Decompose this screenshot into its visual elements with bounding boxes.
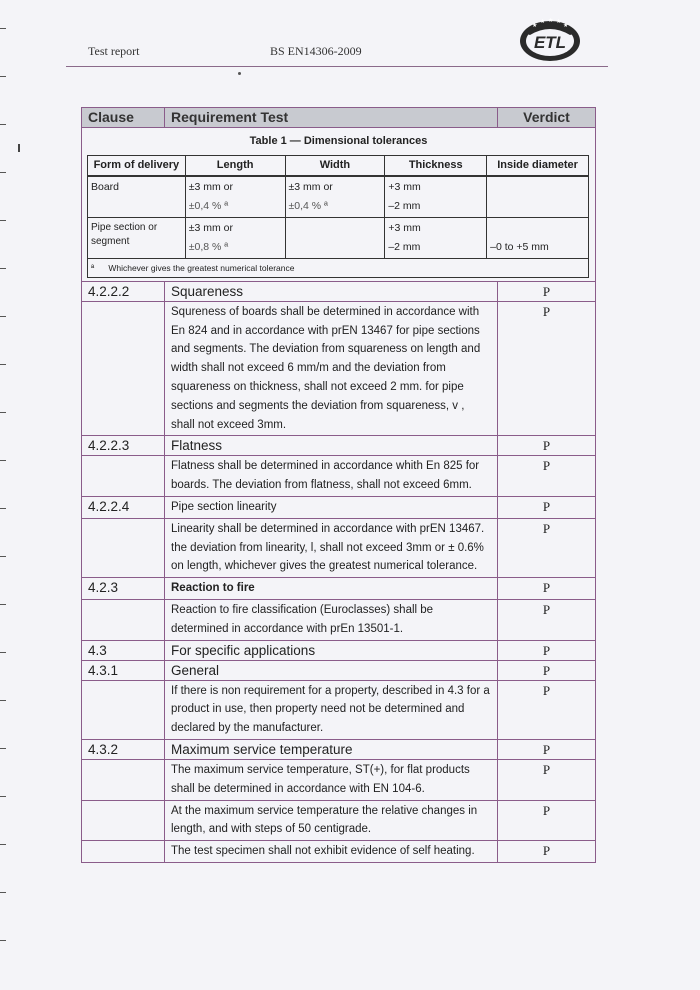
- table-row: [82, 456, 596, 497]
- table-row: [82, 841, 596, 863]
- tolerance-header-row: [88, 155, 589, 176]
- clause-cell: [82, 759, 165, 800]
- svg-text:★: ★: [532, 23, 538, 29]
- header-rule: [66, 66, 608, 67]
- logo-text: ETL: [533, 33, 567, 52]
- board-form: Board: [88, 176, 186, 218]
- table-row: [82, 640, 596, 660]
- table-row: [82, 680, 596, 739]
- clause-cell: [82, 680, 165, 739]
- table-header-row: [82, 108, 596, 128]
- requirement-title: For specific applications: [165, 640, 498, 660]
- col-thickness: Thickness: [385, 155, 487, 176]
- verdict-cell: P: [498, 578, 596, 600]
- requirement-title: General: [165, 660, 498, 680]
- pipe-width: [285, 217, 385, 258]
- table-row: [82, 496, 596, 518]
- requirement-text: Flatness shall be determined in accordance whith En 825 for boards. The deviation from flatness, shall not exceed 6mm.: [165, 456, 498, 497]
- requirement-title: Maximum service temperature: [165, 739, 498, 759]
- table-row: [82, 281, 596, 301]
- verdict-cell: P: [498, 640, 596, 660]
- requirement-title: Squareness: [165, 281, 498, 301]
- verdict-cell: P: [498, 660, 596, 680]
- requirement-title: Pipe section linearity: [165, 496, 498, 518]
- verdict-cell: P: [498, 680, 596, 739]
- tolerance-table: [87, 155, 589, 278]
- clause-cell: 4.3.1: [82, 660, 165, 680]
- clause-cell: 4.2.2.3: [82, 436, 165, 456]
- pipe-length-2: ±0,8 % ª: [188, 240, 229, 253]
- verdict-cell: P: [498, 301, 596, 436]
- requirements-table: [81, 107, 596, 863]
- board-length-2: ±0,4 % ª: [188, 199, 229, 212]
- margin-mark: [18, 144, 20, 152]
- clause-cell: [82, 301, 165, 436]
- clause-cell: [82, 456, 165, 497]
- pipe-thickness-2: –2 mm: [388, 240, 421, 253]
- clause-cell: [82, 841, 165, 863]
- pipe-inside: –0 to +5 mm: [487, 217, 589, 258]
- requirement-text: If there is non requirement for a property, described in 4.3 for a product in use, then property need not be determined and declared by the manufacturer.: [165, 680, 498, 739]
- board-width-2: ±0,4 % ª: [288, 199, 328, 212]
- col-length: Length: [185, 155, 285, 176]
- clause-cell: [82, 518, 165, 577]
- table-row: [82, 578, 596, 600]
- table-row: [82, 660, 596, 680]
- requirement-title: Flatness: [165, 436, 498, 456]
- table-row: [82, 599, 596, 640]
- verdict-cell: P: [498, 281, 596, 301]
- verdict-cell: P: [498, 518, 596, 577]
- board-thickness-2: –2 mm: [388, 199, 421, 212]
- requirement-text: The test specimen shall not exhibit evidence of self heating.: [165, 841, 498, 863]
- table1-title: Table 1 — Dimensional tolerances: [249, 135, 428, 147]
- clause-cell: 4.2.2.4: [82, 496, 165, 518]
- clause-cell: [82, 599, 165, 640]
- footnote-row: [88, 258, 589, 277]
- speck: [238, 72, 241, 75]
- requirement-text: At the maximum service temperature the relative changes in length, and with steps of 50 centigrade.: [165, 800, 498, 841]
- requirement-title: Reaction to fire: [165, 578, 498, 600]
- clause-header: Clause: [82, 108, 165, 128]
- board-row: [88, 176, 589, 218]
- svg-text:★: ★: [548, 18, 554, 24]
- col-form: Form of delivery: [88, 155, 186, 176]
- footnote-marker: ª: [91, 262, 95, 273]
- requirement-text: Linearity shall be determined in accordance with prEN 13467. the deviation from linearity, l, shall not exceed 3mm or ± 0.6% on length, whichever gives the greatest numerical tolerance.: [165, 518, 498, 577]
- header-label: Test report: [88, 44, 140, 58]
- table-row: [82, 759, 596, 800]
- requirement-text: Squreness of boards shall be determined in accordance with En 824 and in accordance with prEN 13467 for pipe sections and segments. The deviation from squareness on length and width shall not exceed 6 mm/m and the deviation from squareness on thickness, shall not exceed 2 mm. for pipe sections and segments the deviation from squareness, v , shall not exceed 3mm.: [165, 301, 498, 436]
- verdict-cell: P: [498, 599, 596, 640]
- requirement-text: The maximum service temperature, ST(+), for flat products shall be determined in accordance with EN 104-6.: [165, 759, 498, 800]
- etl-logo: [518, 13, 582, 63]
- verdict-cell: P: [498, 800, 596, 841]
- table-row: [82, 436, 596, 456]
- table1-row: [82, 128, 596, 282]
- verdict-cell: P: [498, 739, 596, 759]
- header-standard: BS EN14306-2009: [270, 44, 362, 58]
- clause-cell: 4.3.2: [82, 739, 165, 759]
- pipe-form: Pipe section or segment: [88, 217, 186, 258]
- clause-cell: 4.3: [82, 640, 165, 660]
- pipe-length-1: ±3 mm or: [188, 221, 234, 234]
- board-thickness-1: +3 mm: [388, 180, 421, 193]
- table-row: [82, 301, 596, 436]
- table-row: [82, 518, 596, 577]
- verdict-cell: P: [498, 841, 596, 863]
- verdict-header: Verdict: [498, 108, 596, 128]
- footnote-text: Whichever gives the greatest numerical tolerance: [108, 262, 295, 273]
- verdict-cell: P: [498, 436, 596, 456]
- table-row: [82, 739, 596, 759]
- table-row: [82, 800, 596, 841]
- svg-text:★: ★: [556, 19, 562, 25]
- col-width: Width: [285, 155, 385, 176]
- pipe-thickness-1: +3 mm: [388, 221, 421, 234]
- requirement-header: Requirement Test: [165, 108, 498, 128]
- requirement-text: Reaction to fire classification (Euroclasses) shall be determined in accordance with prEn 13501-1.: [165, 599, 498, 640]
- board-width-1: ±3 mm or: [288, 180, 333, 193]
- board-inside: [487, 176, 589, 218]
- verdict-cell: P: [498, 496, 596, 518]
- clause-cell: 4.2.3: [82, 578, 165, 600]
- verdict-cell: P: [498, 759, 596, 800]
- clause-cell: 4.2.2.2: [82, 281, 165, 301]
- pipe-row: [88, 217, 589, 258]
- svg-text:★: ★: [540, 19, 546, 25]
- verdict-cell: P: [498, 456, 596, 497]
- clause-cell: [82, 800, 165, 841]
- svg-text:★: ★: [563, 23, 569, 29]
- board-length-1: ±3 mm or: [188, 180, 234, 193]
- col-inside: Inside diameter: [487, 155, 589, 176]
